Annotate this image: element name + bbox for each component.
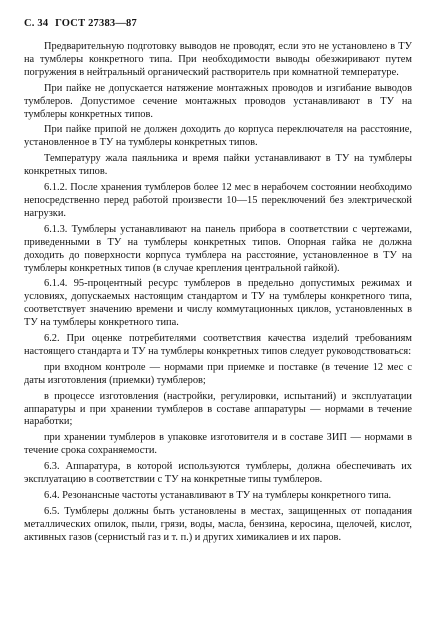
page-header — [24, 18, 412, 29]
page-number: С. 34 — [24, 18, 49, 29]
paragraph: 6.1.2. После хранения тумблеров более 12 мес в нерабочем состоянии необходимо непосредственно перед работой произвести 10—15 переключений без электрической нагрузки. — [24, 182, 412, 219]
paragraph: 6.1.3. Тумблеры устанавливают на панель прибора в соответствии с чертежами, приведенными в ТУ на тумблеры конкретных типов. Опорная гайка не должна доходить до поверхности корпуса тумблера на расстояние, установленное в ТУ на тумблеры конкретных типов (в случае крепления центральной гайкой). — [24, 223, 412, 274]
paragraph: в процессе изготовления (настройки, регулировки, испытаний) и эксплуатации аппаратуры и при хранении тумблеров в составе аппаратуры — нормами в течение наработки; — [24, 390, 412, 428]
paragraph: Температуру жала паяльника и время пайки устанавливают в ТУ на тумблеры конкретных типов. — [24, 153, 412, 178]
paragraph: при входном контроле — нормами при приемке и поставке (в течение 12 мес с даты изготовления (приемки) тумблеров; — [24, 361, 412, 386]
paragraph: 6.5. Тумблеры должны быть установлены в местах, защищенных от попадания металлических опилок, пыли, грязи, воды, масла, бензина, керосина, щелочей, кислот, активных газов (сернистый газ и т. п.) и других химикалиев и их паров. — [24, 505, 412, 543]
paragraph: Предварительную подготовку выводов не проводят, если это не установлено в ТУ на тумблеры конкретного типа. При необходимости выводы обезжиривают путем погружения в нейтральный органический растворитель при комнатной температуре. — [24, 41, 412, 78]
standard-designation: ГОСТ 27383—87 — [55, 18, 137, 29]
paragraph: При пайке не допускается натяжение монтажных проводов и изгибание выводов тумблеров. Допустимое сечение монтажных проводов устанавливают в ТУ на тумблеры конкретных типов. — [24, 82, 412, 120]
paragraph: при хранении тумблеров в упаковке изготовителя и в составе ЗИП — нормами в течение срока сохраняемости. — [24, 432, 412, 457]
paragraph: 6.4. Резонансные частоты устанавливают в ТУ на тумблеры конкретного типа. — [44, 490, 392, 501]
paragraph: 6.2. При оценке потребителями соответствия качества изделий требованиям настоящего стандарта и ТУ на тумблеры конкретных типов следует руководствоваться: — [24, 333, 412, 357]
paragraph: При пайке припой не должен доходить до корпуса переключателя на расстояние, установленное в ТУ на тумблеры конкретных типов. — [24, 124, 412, 149]
paragraph: 6.1.4. 95-процентный ресурс тумблеров в предельно допустимых режимах и условиях, допускаемых настоящим стандартом и ТУ на тумблеры конкретного типа, соответствует значению времени и числу коммутационных циклов, установленных в ТУ на тумблеры конкретного типа. — [24, 278, 412, 329]
document-body — [24, 41, 412, 545]
paragraph: 6.3. Аппаратура, в которой используются тумблеры, должна обеспечивать их эксплуатацию в соответствии с ТУ на конкретные типы тумблеров. — [24, 461, 412, 486]
